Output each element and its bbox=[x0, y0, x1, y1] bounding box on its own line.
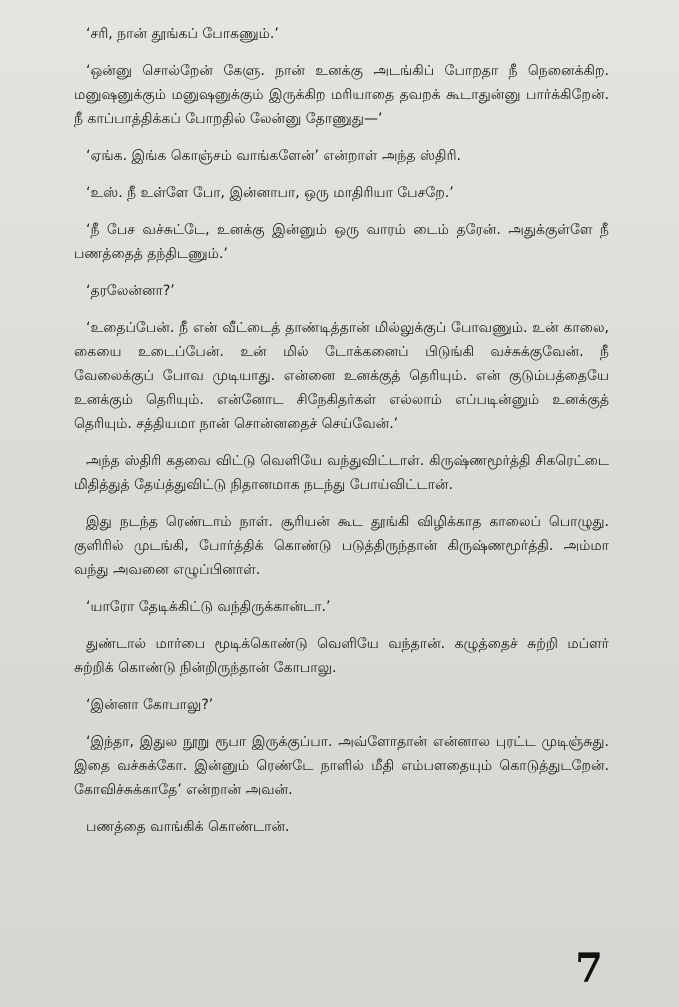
paragraph-text: ‘உஸ். நீ உள்ளே போ, இன்னாபா, ஒரு மாதிரியா பேசறே.’ bbox=[86, 185, 454, 201]
paragraph-text: ‘சரி, நான் தூங்கப் போகணும்.’ bbox=[86, 26, 279, 42]
paragraph-4 bbox=[74, 181, 609, 205]
paragraph-6 bbox=[74, 279, 609, 303]
page-number: 7 bbox=[575, 945, 603, 992]
paragraph-5 bbox=[74, 218, 609, 266]
paragraph-text: ‘ஏங்க. இங்க கொஞ்சம் வாங்களேன்’ என்றாள் அந்த ஸ்திரி. bbox=[86, 148, 461, 164]
paragraph-text: துண்டால் மார்பை மூடிக்கொண்டு வெளியே வந்தான். கழுத்தைச் சுற்றி மப்ளர் சுற்றிக் கொண்டு நின்றிருந்தான் கோபாலு. bbox=[74, 636, 609, 676]
paragraph-7 bbox=[74, 316, 609, 436]
paragraph-13 bbox=[74, 730, 609, 802]
paragraph-text: அந்த ஸ்திரி கதவை விட்டு வெளியே வந்துவிட்டாள். கிருஷ்ணமூர்த்தி சிகரெட்டை மிதித்துத் தேய்த்துவிட்டு நிதானமாக நடந்து போய்விட்டான். bbox=[74, 453, 609, 493]
page-text bbox=[74, 22, 609, 839]
paragraph-text: இது நடந்த ரெண்டாம் நாள். சூரியன் கூட தூங்கி விழிக்காத காலைப் பொழுது. குளிரில் முடங்கி, போர்த்திக் கொண்டு படுத்திருந்தான் கிருஷ்ணமூர்த்தி. அம்மா வந்து அவனை எழுப்பினாள். bbox=[74, 514, 609, 578]
paragraph-8 bbox=[74, 449, 609, 497]
paragraph-text: ‘யாரோ தேடிக்கிட்டு வந்திருக்கான்டா.’ bbox=[86, 599, 331, 615]
paragraph-1 bbox=[74, 22, 609, 46]
paragraph-text: ‘இன்னா கோபாலு?’ bbox=[86, 697, 214, 713]
paragraph-10 bbox=[74, 595, 609, 619]
paragraph-14 bbox=[74, 815, 609, 839]
paragraph-text: ‘நீ பேச வச்சுட்டே, உனக்கு இன்னும் ஒரு வாரம் டைம் தரேன். அதுக்குள்ளே நீ பணத்தைத் தந்திடணும்.’ bbox=[74, 222, 609, 262]
paragraph-text: ‘தரலேன்னா?’ bbox=[86, 283, 175, 299]
paragraph-text: ‘ஒன்னு சொல்றேன் கேளு. நான் உனக்கு அடங்கிப் போறதா நீ நெனைக்கிற. மனுஷனுக்கும் மனுஷனுக்கும் இருக்கிற மரியாதை தவறக் கூடாதுன்னு பார்க்கிறேன். நீ காப்பாத்திக்கப் போறதில் லேன்னு தோணுது—’ bbox=[74, 63, 609, 127]
paragraph-text: ‘இந்தா, இதுல நூறு ரூபா இருக்குப்பா. அவ்ளோதான் என்னால புரட்ட முடிஞ்சுது. இதை வச்சுக்கோ. இன்னும் ரெண்டே நாளில் மீதி எம்பளதையும் கொடுத்துடறேன். கோவிச்சுக்காதே’ என்றான் அவன். bbox=[74, 734, 609, 798]
paragraph-2 bbox=[74, 59, 609, 131]
paragraph-text: பணத்தை வாங்கிக் கொண்டான். bbox=[86, 819, 290, 835]
paragraph-11 bbox=[74, 632, 609, 680]
paragraph-text: ‘உதைப்பேன். நீ என் வீட்டைத் தாண்டித்தான் மில்லுக்குப் போவணும். உன் காலை, கையை உடைப்பேன். உன் மில் டோக்கனைப் பிடுங்கி வச்சுக்குவேன். நீ வேலைக்குப் போவ முடியாது. என்னை உனக்குத் தெரியும். என் குடும்பத்தையே உனக்கும் தெரியும். என்னோட சிநேகிதர்கள் எல்லாம் எப்படின்னும் உனக்குத் தெரியும். சத்தியமா நான் சொன்னதைச் செய்வேன்.’ bbox=[74, 320, 609, 432]
paragraph-3 bbox=[74, 144, 609, 168]
paragraph-12 bbox=[74, 693, 609, 717]
paragraph-9 bbox=[74, 510, 609, 582]
